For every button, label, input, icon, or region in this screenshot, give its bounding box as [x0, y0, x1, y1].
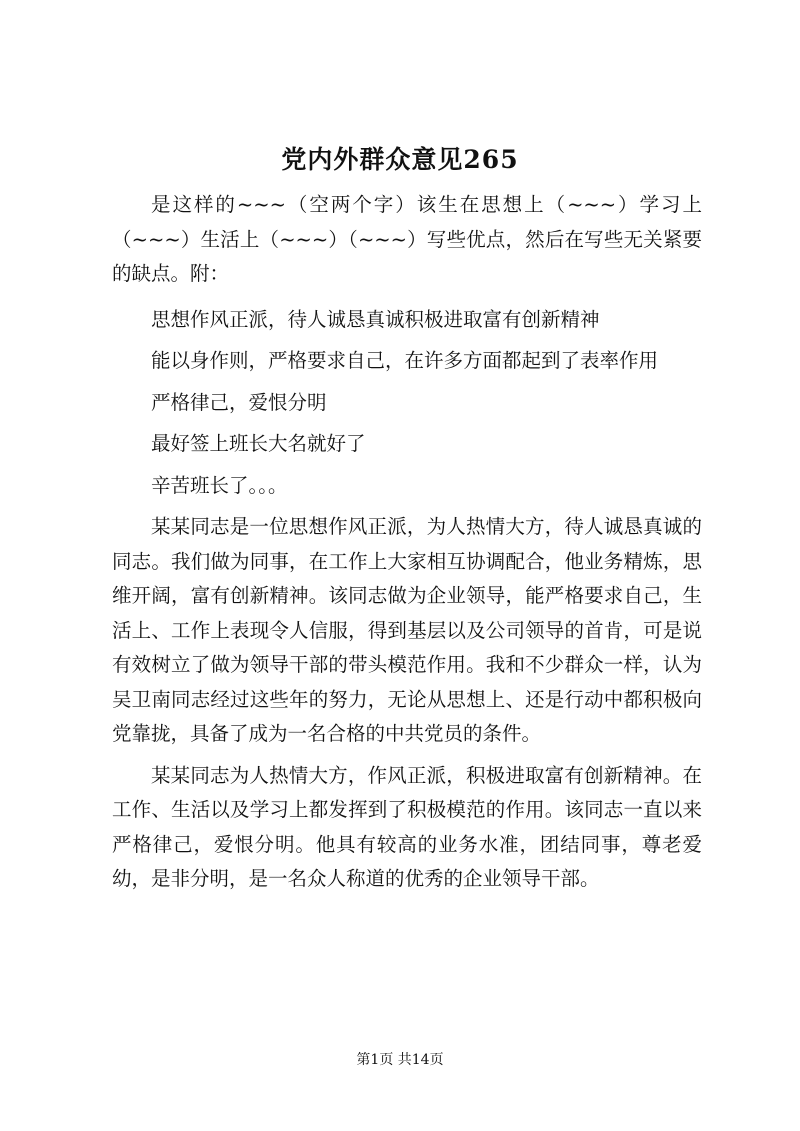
- comment-line-3: 严格律己，爱恨分明: [151, 390, 327, 414]
- comment-line-4: 最好签上班长大名就好了: [151, 432, 366, 455]
- opinion-paragraph-1: 某某同志是一位思想作风正派，为人热情大方，待人诚恳真诚的同志。我们做为同事，在工作上大家相互协调配合，他业务精炼，思维开阔，富有创新精神。该同志做为企业领导，能严格要求自己，生活上、工作上表现令人信服，得到基层以及公司领导的首肯，可是说有效树立了做为领导干部的带头模范作用。我和不少群众一样，认为吴卫南同志经过这些年的努力，无论从思想上、还是行动中都积极向党靠拢，具备了成为一名合格的中共党员的条件。: [112, 515, 702, 745]
- page-footer: 第1页 共14页: [356, 1052, 444, 1068]
- opinion-paragraph-2: 某某同志为人热情大方，作风正派，积极进取富有创新精神。在工作、生活以及学习上都发挥到了积极模范的作用。该同志一直以来严格律己，爱恨分明。他具有较高的业务水准，团结同事，尊老爱幼，是非分明，是一名众人称道的优秀的企业领导干部。: [112, 763, 702, 890]
- comment-line-2: 能以身作则，严格要求自己，在许多方面都起到了表率作用: [151, 349, 659, 372]
- comment-line-1: 思想作风正派，待人诚恳真诚积极进取富有创新精神: [151, 307, 600, 331]
- document-body: [112, 188, 702, 897]
- comment-line-5: 辛苦班长了。。。: [151, 473, 288, 497]
- intro-paragraph: 是这样的~~~（空两个字）该生在思想上（~~~）学习上（~~~）生活上（~~~）（~~~）写些优点，然后在写些无关紧要的缺点。附：: [112, 193, 702, 285]
- document-title: 党内外群众意见265: [281, 145, 519, 174]
